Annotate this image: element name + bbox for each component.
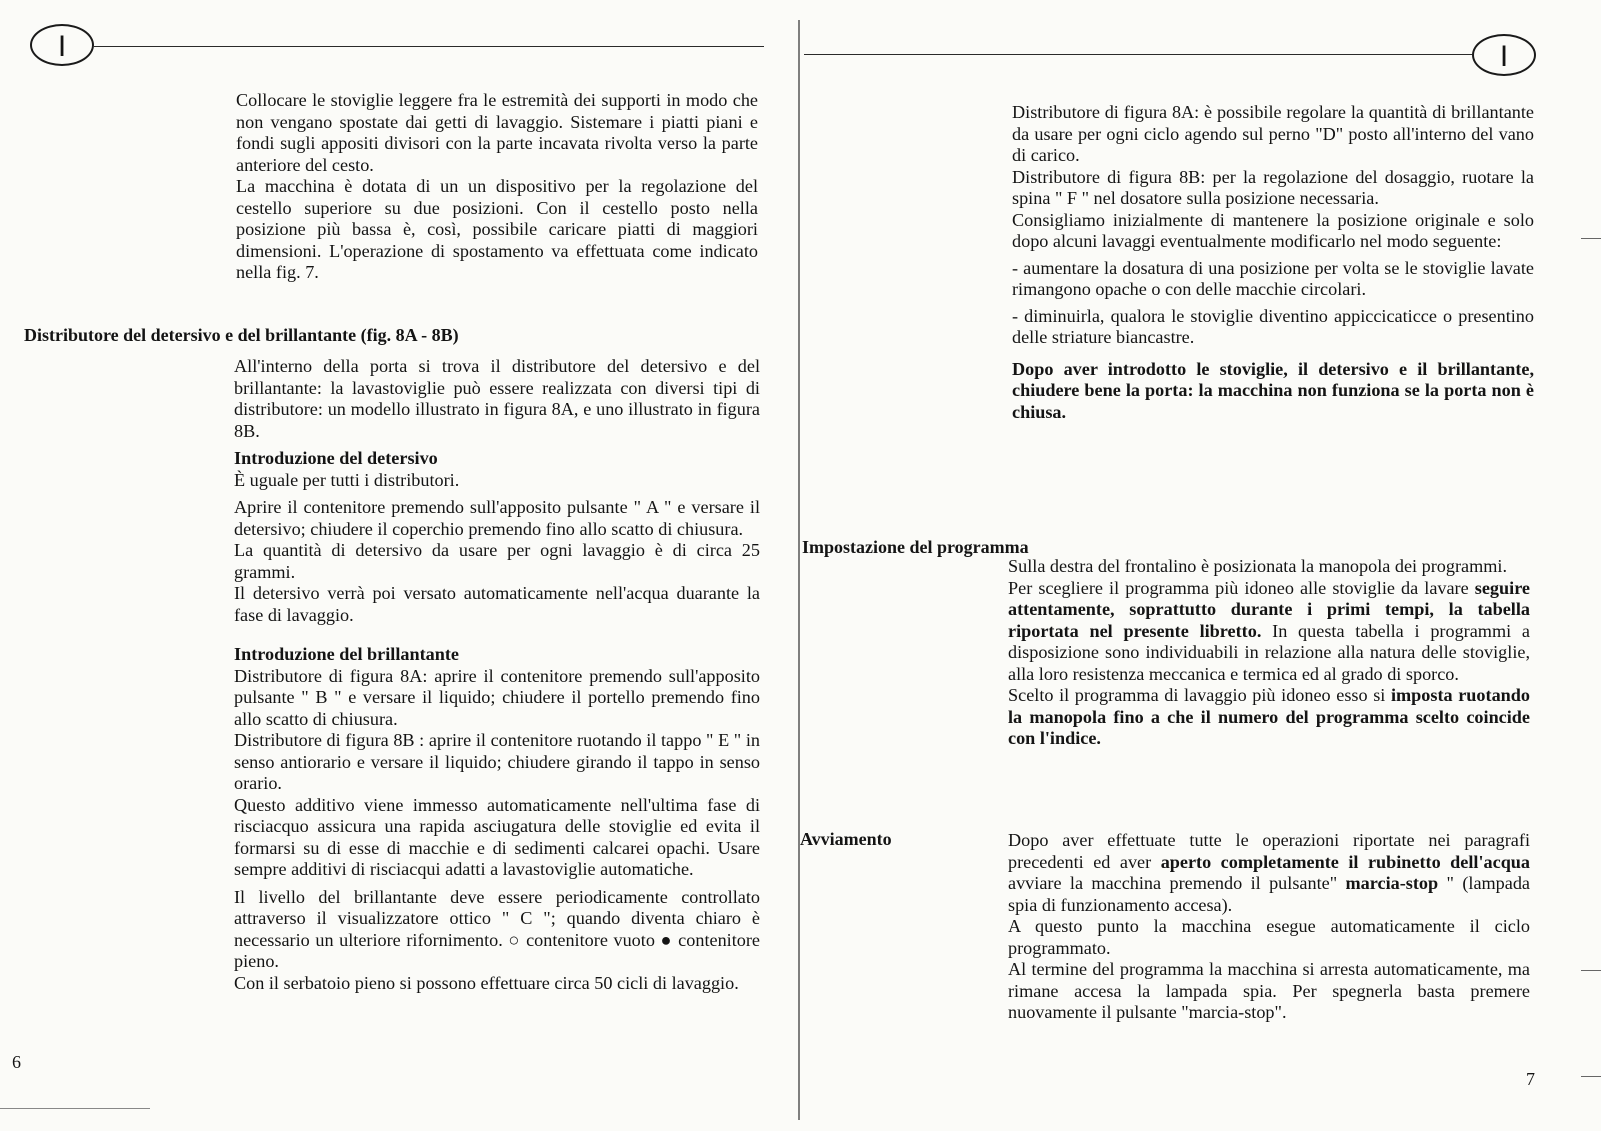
program-p2-c: In questa tabella i programmi a disposizione sono individuabili in relazione alla natura delle stoviglie, alla loro resistenza meccanica e termica ed al grado di sporco. (1008, 620, 1530, 684)
bullet-1: - aumentare la dosatura di una posizione per volta se le stoviglie lavate rimangono opache o con delle macchie circolari. (1012, 257, 1534, 299)
start-block (1008, 830, 1530, 1024)
edge-mark (1581, 1076, 1601, 1077)
edge-mark (1581, 970, 1601, 971)
dist-p2: Distributore di figura 8B: per la regolazione del dosaggio, ruotare la spina " F " nel dosatore sulla posizione necessaria. (1012, 166, 1534, 208)
start-heading: Avviamento (800, 829, 892, 849)
start-p1-a: Dopo aver effettuate tutte le operazioni riportate nei paragrafi precedenti ed aver (1008, 830, 1530, 872)
section-intro: All'interno della porta si trova il distributore del detersivo e del brillantante: la lavastoviglie può essere realizzata con diversi tipi di distributore: un modello illustrato in figura 8A, e uno illustrato in figura 8B. (234, 356, 760, 441)
bottom-rule (0, 1108, 150, 1109)
program-heading: Impostazione del programma (802, 537, 1029, 557)
program-p2-b: seguire attentamente, soprattutto durante i primi tempi, la tabella riportata nel presente libretto. (1008, 577, 1531, 641)
language-badge: I (1472, 34, 1536, 76)
rinse-p1: Distributore di figura 8A: aprire il contenitore premendo sull'apposito pulsante " B " e versare il liquido; chiudere il portello premendo fino allo scatto di chiusura. (234, 665, 760, 729)
rinse-p3: Questo additivo viene immesso automaticamente nell'ultima fase di risciacquo assicura una rapida asciugatura delle stoviglie ed evita il formarsi su di esse di macchie e di sedimenti calcarei opachi. Usare sempre additivi di risciacqui adatti a lavastoviglie automatiche. (234, 794, 760, 879)
header-rule (804, 54, 1472, 55)
program-p1: Sulla destra del frontalino è posizionata la manopola dei programmi. (1008, 556, 1508, 576)
section-body (234, 356, 760, 994)
start-p1-c: avviare la macchina premendo il pulsante" (1008, 873, 1338, 893)
warning-text: Dopo aver introdotto le stoviglie, il detersivo e il brillantante, chiudere bene la porta: la macchina non funziona se la porta non è chiusa. (1012, 358, 1534, 422)
start-p3: Al termine del programma la macchina si arresta automaticamente, ma rimane accesa la lampada spia. Per spegnerla basta premere nuovamente il pulsante "marcia-stop". (1008, 959, 1530, 1022)
intro-paragraph: Collocare le stoviglie leggere fra le estremità dei supporti in modo che non vengano spostate dai getti di lavaggio. Sistemare i piatti piani e fondi sugli appositi divisori con la parte incavata rivolta verso la parte anteriore del cesto. (236, 90, 758, 175)
detergent-p4: Il detersivo verrà poi versato automaticamente nell'acqua duarante la fase di lavaggio. (234, 583, 760, 625)
rinse-p4: Il livello del brillantante deve essere periodicamente controllato attraverso il visualizzatore ottico " C "; quando diventa chiaro è necessario un ulteriore rifornimento. ○ contenitore vuoto ● contenitore pieno. (234, 886, 760, 971)
detergent-p2: Aprire il contenitore premendo sull'apposito pulsante " A " e versare il detersivo; chiudere il coperchio premendo fino allo scatto di chiusura. (234, 497, 760, 539)
rinse-heading: Introduzione del brillantante (234, 644, 460, 664)
header-rule (94, 46, 764, 47)
page-number: 7 (1526, 1069, 1535, 1089)
start-p1-d: marcia-stop (1345, 873, 1439, 893)
rinse-p5: Con il serbatoio pieno si possono effettuare circa 50 cicli di lavaggio. (234, 972, 739, 993)
intro-paragraph-2: La macchina è dotata di un un dispositivo per la regolazione del cestello superiore su due posizioni. Con il cestello posto nella posizione più bassa è, così, possibile caricare piatti di maggiori dimensioni. L'operazione di spostamento va effettuata come indicato nella fig. 7. (236, 176, 758, 282)
start-p1-b: aperto completamente il rubinetto dell'acqua (1160, 851, 1531, 872)
program-p3-b: imposta ruotando la manopola fino a che il numero del programma scelto coincide con l'indice. (1008, 685, 1530, 748)
start-p1 (1008, 830, 1530, 916)
section-heading: Distributore del detersivo e del brillantante (fig. 8A - 8B) (24, 325, 459, 345)
dist-p1: Distributore di figura 8A: è possibile regolare la quantità di brillantante da usare per ogni ciclo agendo sul perno "D" posto all'interno del vano di carico. (1012, 102, 1534, 165)
edge-mark (1581, 238, 1601, 239)
rinse-p2: Distributore di figura 8B : aprire il contenitore ruotando il tappo " E " in senso antiorario e versare il liquido; chiudere girando il tappo in senso orario. (234, 730, 760, 793)
detergent-heading: Introduzione del detersivo (234, 448, 438, 468)
program-p3-a: Scelto il programma di lavaggio più idoneo esso si (1008, 685, 1386, 705)
program-block (1008, 556, 1530, 750)
program-p3 (1008, 685, 1530, 750)
dist-p3: Consigliamo inizialmente di mantenere la posizione originale e solo dopo alcuni lavaggi eventualmente modificarlo nel modo seguente: (1012, 209, 1534, 251)
program-p2 (1008, 578, 1530, 686)
program-p2-a: Per scegliere il programma più idoneo alle stoviglie da lavare (1008, 577, 1469, 598)
left-page (0, 0, 800, 1131)
intro-block (236, 90, 758, 284)
start-p2: A questo punto la macchina esegue automaticamente il ciclo programmato. (1008, 916, 1530, 958)
page-number: 6 (12, 1052, 21, 1072)
bullet-2: - diminuirla, qualora le stoviglie diventino appiccicaticce o presentino delle striature biancastre. (1012, 305, 1534, 347)
detergent-p3: La quantità di detersivo da usare per ogni lavaggio è di circa 25 grammi. (234, 540, 760, 582)
right-page (800, 0, 1601, 1131)
language-badge: I (30, 24, 94, 66)
dist-block (1012, 102, 1534, 423)
start-p1-e: " (lampada spia di funzionamento accesa). (1008, 873, 1530, 915)
detergent-p1: È uguale per tutti i distributori. (234, 469, 460, 490)
